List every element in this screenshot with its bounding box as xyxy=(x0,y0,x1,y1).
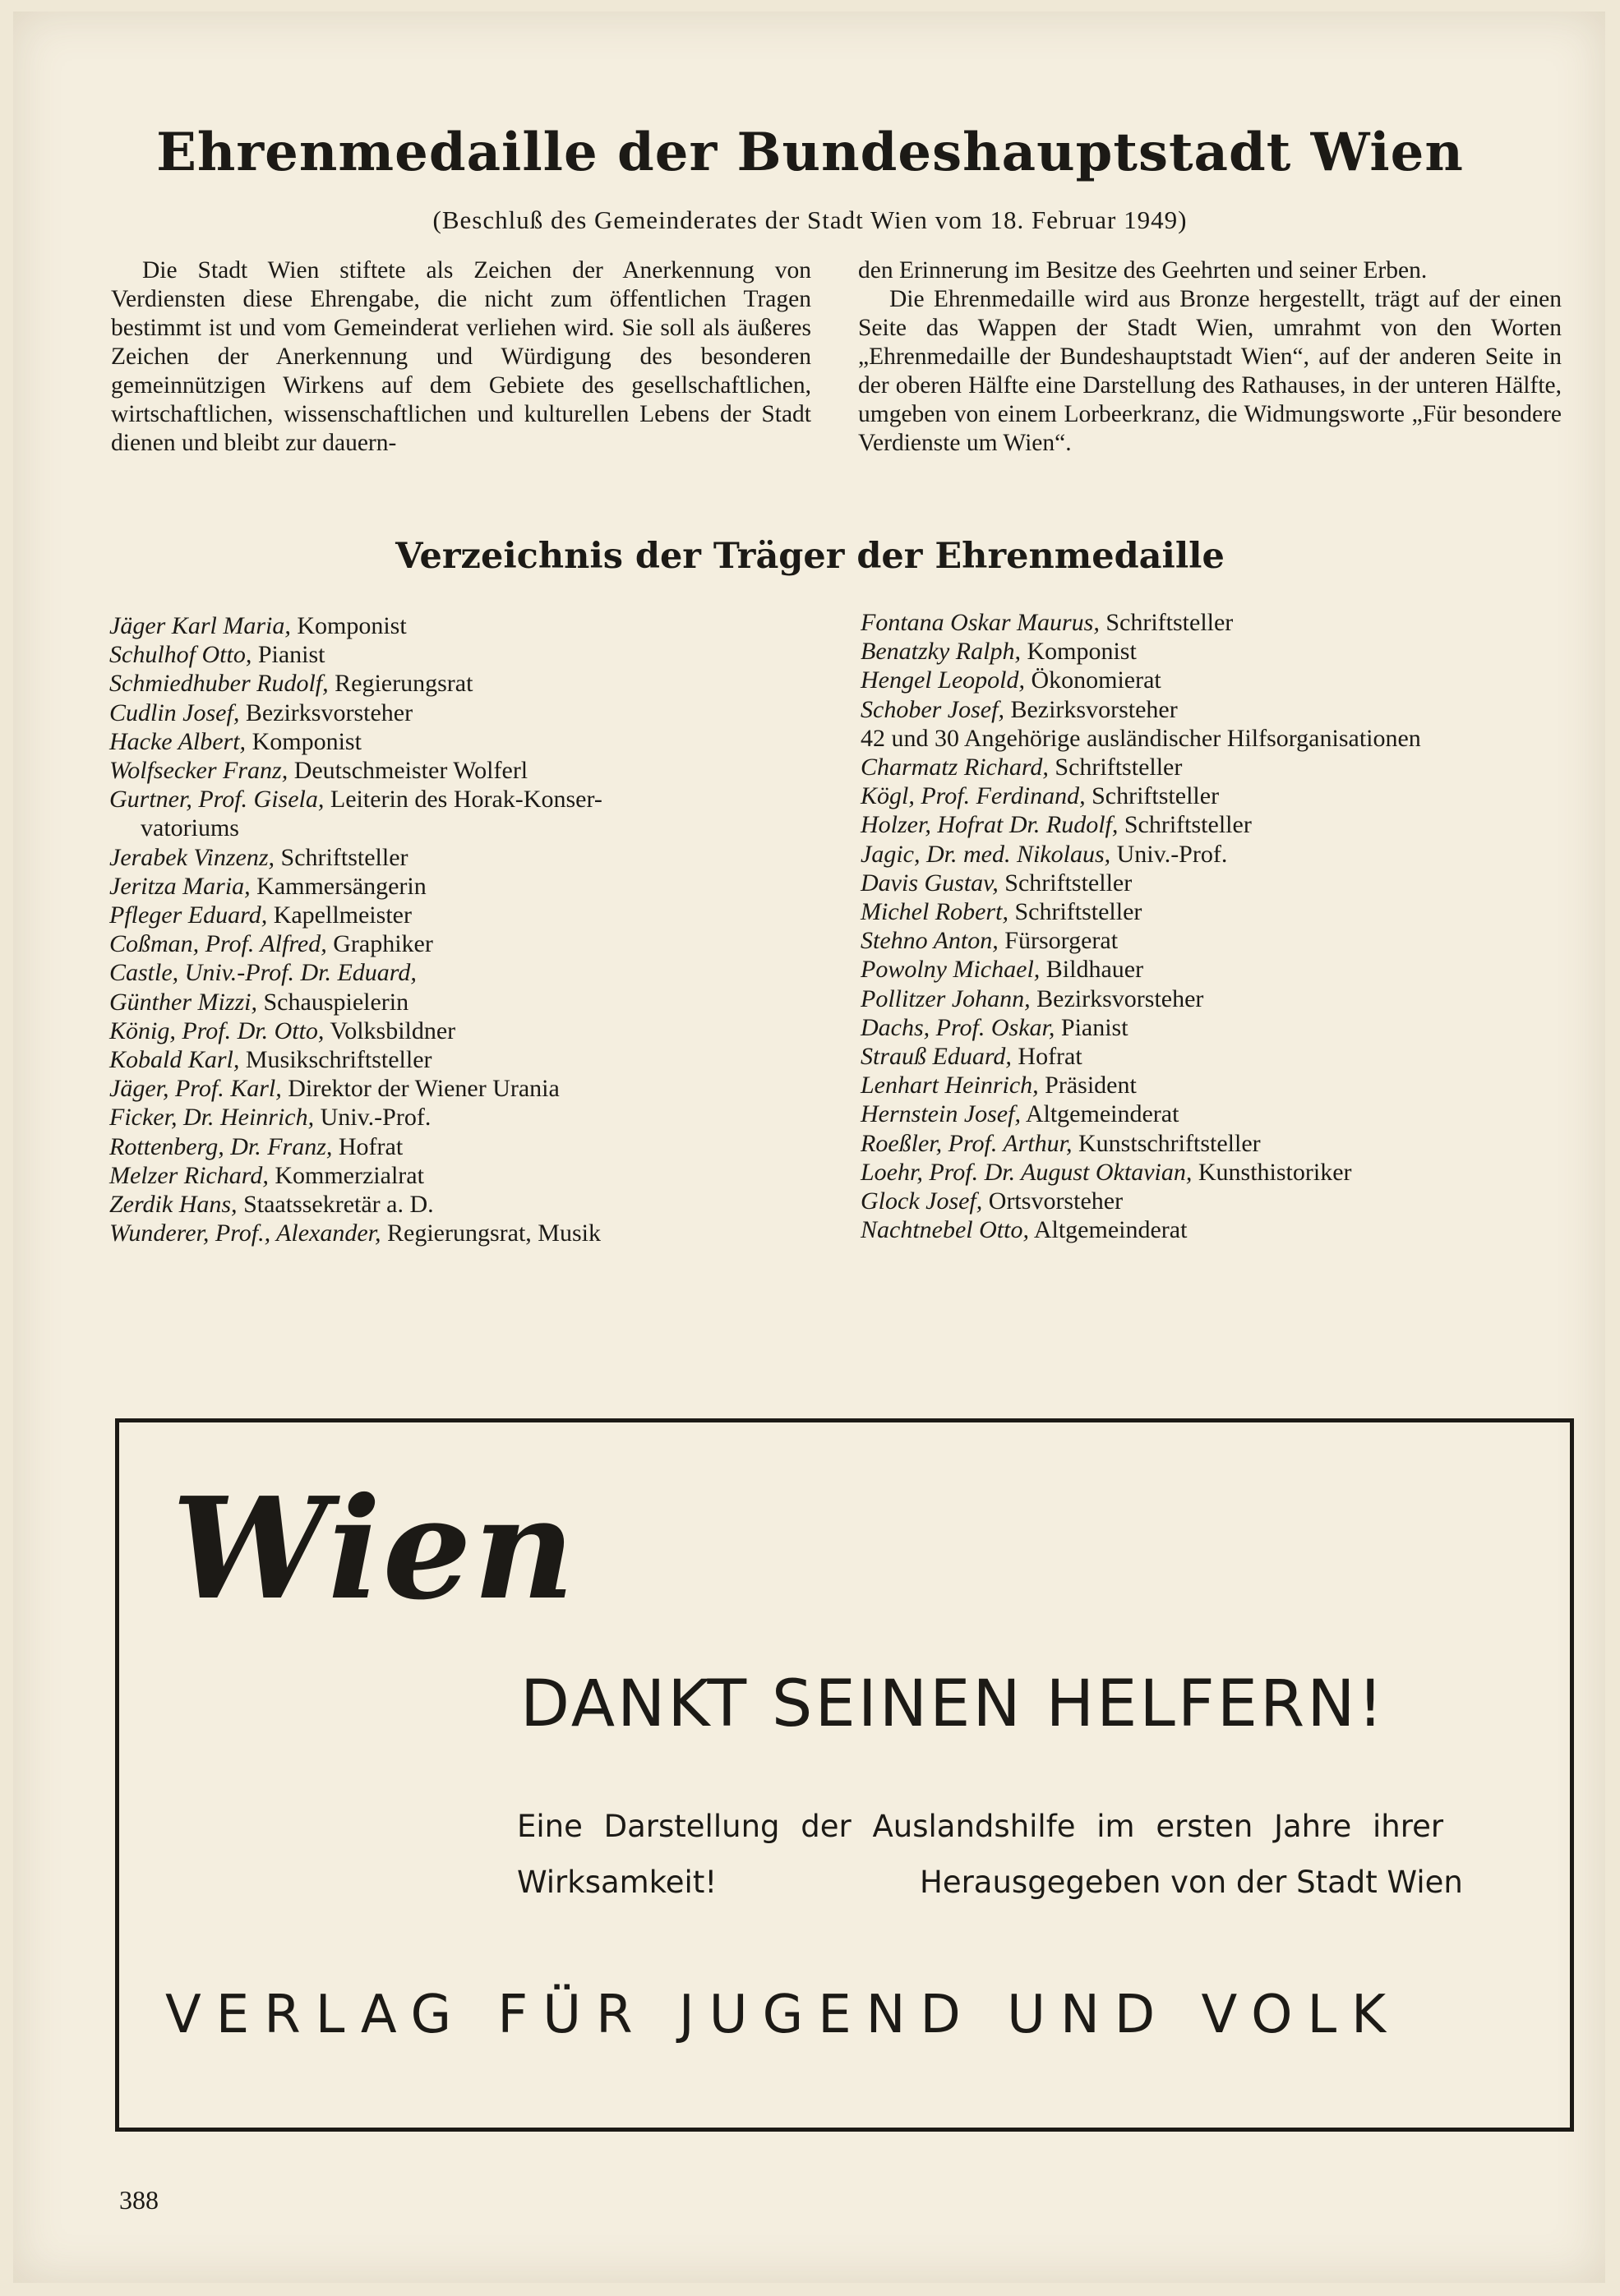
recipient-role: Schriftsteller xyxy=(1004,869,1133,897)
recipient-entry xyxy=(861,1100,1584,1128)
recipient-entry xyxy=(109,640,792,669)
recipient-name: Jagic, Dr. med. Nikolaus, xyxy=(861,840,1111,868)
recipient-name: Zerdik Hans, xyxy=(109,1191,238,1219)
recipient-entry xyxy=(109,843,792,872)
recipient-role: Ökonomierat xyxy=(1031,666,1161,694)
recipient-role: Kommerzialrat xyxy=(275,1161,424,1189)
recipient-role: Kapellmeister xyxy=(273,901,412,929)
recipient-entry xyxy=(109,1074,792,1103)
recipient-entry xyxy=(861,753,1584,781)
recipient-entry xyxy=(109,1017,792,1045)
recipient-entry xyxy=(109,698,792,727)
recipient-entry xyxy=(861,724,1584,753)
recipient-name: Schober Josef, xyxy=(861,695,1004,723)
recipient-entry xyxy=(109,929,792,958)
recipient-role: Bezirksvorsteher xyxy=(1036,984,1204,1012)
recipient-entry xyxy=(109,988,792,1017)
recipient-name: Benatzky Ralph, xyxy=(861,638,1021,666)
recipient-entry xyxy=(109,611,792,640)
recipient-entry xyxy=(861,1042,1584,1071)
recipient-role: Präsident xyxy=(1045,1072,1137,1100)
recipient-name: Coßman, Prof. Alfred, xyxy=(109,930,327,958)
recipient-role: Direktor der Wiener Urania xyxy=(288,1075,560,1103)
recipient-name: Fontana Oskar Maurus, xyxy=(861,609,1100,636)
recipient-name: Schmiedhuber Rudolf, xyxy=(109,670,329,698)
recipient-name: Schulhof Otto, xyxy=(109,641,252,669)
recipient-name: Roeßler, Prof. Arthur, xyxy=(861,1129,1073,1157)
recipient-role: Schriftsteller xyxy=(1055,754,1183,781)
recipient-role: Univ.-Prof. xyxy=(1116,840,1228,868)
recipient-role: Musikschriftsteller xyxy=(245,1046,432,1074)
recipient-role: Bezirksvorsteher xyxy=(245,698,413,726)
page-title: Ehrenmedaille der Bundeshauptstadt Wien xyxy=(156,122,1464,183)
recipient-name: Glock Josef, xyxy=(861,1187,983,1215)
recipient-entry xyxy=(861,897,1584,926)
recipient-name: Strauß Eduard, xyxy=(861,1043,1012,1071)
recipient-role: Schriftsteller xyxy=(280,843,408,871)
recipient-entry xyxy=(861,695,1584,724)
recipients-right-list xyxy=(861,608,1584,1244)
recipient-entry xyxy=(861,608,1584,637)
recipient-entry xyxy=(109,669,792,698)
recipients-left-list xyxy=(109,611,792,1247)
recipient-name: Pfleger Eduard, xyxy=(109,901,268,929)
recipient-entry xyxy=(861,1129,1584,1158)
recipient-entry xyxy=(109,1161,792,1190)
recipient-name: Jerabek Vinzenz, xyxy=(109,843,275,871)
recipient-entry xyxy=(109,756,792,785)
recipient-entry xyxy=(861,984,1584,1013)
ad-description-line-2: Wirksamkeit! xyxy=(517,1865,718,1900)
recipient-name: Loehr, Prof. Dr. August Oktavian, xyxy=(861,1158,1193,1186)
recipient-role: Bezirksvorsteher xyxy=(1010,695,1178,723)
recipient-entry xyxy=(109,1132,792,1161)
intro-paragraph-1: Die Stadt Wien stiftete als Zeichen der Anerkennung von Verdiensten diese Ehrengabe, die nicht zum öffentlichen Tragen bestimmt ist und vom Gemeinderat verliehen wird. Sie soll als äußeres Zeichen der Anerkennung und Würdigung des besonderen gemeinnützigen Wirkens auf dem Gebiete des gesellschaftlichen, wirtschaftlichen, wissenschaftlichen und kulturellen Lebens der Stadt dienen und bleibt zur dauern- xyxy=(111,257,811,456)
recipient-name: Dachs, Prof. Oskar, xyxy=(861,1013,1055,1041)
recipient-role: Kunsthistoriker xyxy=(1198,1158,1352,1186)
recipient-entry xyxy=(861,1071,1584,1100)
recipient-name: Rottenberg, Dr. Franz, xyxy=(109,1132,333,1160)
recipient-role: Deutschmeister Wolferl xyxy=(293,757,528,785)
recipient-name: Powolny Michael, xyxy=(861,956,1041,984)
recipient-entry xyxy=(861,1013,1584,1042)
recipient-role: Univ.-Prof. xyxy=(320,1104,432,1132)
recipient-entry xyxy=(861,1215,1584,1244)
wien-logo: Wien xyxy=(172,1467,577,1631)
recipient-role: Leiterin des Horak-Konser- xyxy=(330,786,602,814)
subtitle: (Beschluß des Gemeinderates der Stadt Wien vom 18. Februar 1949) xyxy=(432,205,1188,234)
recipient-name: Jäger, Prof. Karl, xyxy=(109,1075,282,1103)
recipient-name: Wunderer, Prof., Alexander, xyxy=(109,1219,381,1247)
recipient-name: Günther Mizzi, xyxy=(109,988,257,1016)
recipient-role: Bildhauer xyxy=(1045,956,1144,984)
recipient-name: Pollitzer Johann, xyxy=(861,984,1031,1012)
recipient-role: Pianist xyxy=(1060,1013,1128,1041)
page-number: 388 xyxy=(119,2185,159,2215)
recipient-name: Cudlin Josef, xyxy=(109,698,240,726)
recipient-entry xyxy=(109,901,792,929)
recipient-role: Hofrat xyxy=(1018,1043,1082,1071)
recipient-role: Schriftsteller xyxy=(1105,609,1234,636)
recipient-role: Ortsvorsteher xyxy=(988,1187,1124,1215)
recipient-name: König, Prof. Dr. Otto, xyxy=(109,1017,325,1044)
recipient-entry xyxy=(861,1158,1584,1187)
recipient-entry xyxy=(861,666,1584,694)
recipient-role: Schauspielerin xyxy=(263,988,409,1016)
recipient-name: Hernstein Josef, xyxy=(861,1100,1021,1128)
recipient-entry xyxy=(109,1045,792,1074)
recipient-entry xyxy=(861,869,1584,897)
recipient-entry xyxy=(861,637,1584,666)
recipient-role: Fürsorgerat xyxy=(1004,927,1119,955)
recipient-name: Holzer, Hofrat Dr. Rudolf, xyxy=(861,811,1119,839)
recipient-name: Wolfsecker Franz, xyxy=(109,757,288,785)
recipient-entry xyxy=(109,1219,792,1247)
recipient-name: Lenhart Heinrich, xyxy=(861,1072,1039,1100)
recipient-role: vatoriums xyxy=(141,814,239,842)
recipient-role: Altgemeinderat xyxy=(1025,1100,1179,1128)
recipient-entry xyxy=(109,872,792,901)
recipient-role: Staatssekretär a. D. xyxy=(243,1191,434,1219)
recipient-entry xyxy=(109,814,792,842)
recipient-name: Hengel Leopold, xyxy=(861,666,1025,694)
recipient-role: Pianist xyxy=(257,641,325,669)
intro-left-column xyxy=(111,256,811,458)
recipient-entry xyxy=(109,727,792,756)
recipient-role: Schriftsteller xyxy=(1014,898,1142,926)
recipient-entry xyxy=(861,1187,1584,1215)
recipient-role: Komponist xyxy=(297,612,407,639)
ad-publisher-name: VERLAG FÜR JUGEND UND VOLK xyxy=(165,1985,1401,2045)
recipient-role: Graphiker xyxy=(333,930,433,958)
intro-right-column xyxy=(858,256,1562,458)
ad-publisher-note: Herausgegeben von der Stadt Wien xyxy=(920,1865,1463,1900)
recipient-entry xyxy=(861,840,1584,869)
recipient-role: Volksbildner xyxy=(330,1017,456,1044)
recipient-role: Schriftsteller xyxy=(1124,811,1252,839)
recipient-name: Nachtnebel Otto, xyxy=(861,1216,1029,1244)
recipient-entry xyxy=(109,958,792,987)
recipient-name: Stehno Anton, xyxy=(861,927,999,955)
advertisement-box xyxy=(115,1418,1574,2132)
recipient-entry xyxy=(861,810,1584,839)
recipient-name: Hacke Albert, xyxy=(109,727,247,755)
ad-description-line-1: Eine Darstellung der Auslandshilfe im ersten Jahre ihrer xyxy=(517,1809,1444,1844)
recipient-role: 42 und 30 Angehörige ausländischer Hilfsorganisationen xyxy=(861,724,1421,752)
recipient-entry xyxy=(861,926,1584,955)
recipient-role: Regierungsrat xyxy=(335,670,473,698)
recipient-entry xyxy=(109,1190,792,1219)
recipient-name: Kobald Karl, xyxy=(109,1046,240,1074)
recipient-name: Michel Robert, xyxy=(861,898,1008,926)
recipient-name: Gurtner, Prof. Gisela, xyxy=(109,786,325,814)
recipient-name: Charmatz Richard, xyxy=(861,754,1049,781)
recipient-role: Altgemeinderat xyxy=(1033,1216,1188,1244)
recipient-role: Komponist xyxy=(1027,638,1137,666)
recipient-entry xyxy=(109,1103,792,1132)
recipient-role: Kammersängerin xyxy=(256,872,427,900)
recipient-role: Schriftsteller xyxy=(1092,782,1220,810)
intro-paragraph-3: Die Ehrenmedaille wird aus Bronze hergestellt, trägt auf der einen Seite das Wappen der Stadt Wien, umrahmt von den Worten „Ehrenmedaille der Bundeshauptstadt Wien“, auf der anderen Seite in der oberen Hälfte eine Darstellung des Rathauses, in der unteren Hälfte, umgeben von einem Lorbeerkranz, die Widmungsworte „Für besondere Verdienste um Wien“. xyxy=(858,286,1562,456)
recipient-name: Melzer Richard, xyxy=(109,1161,269,1189)
intro-paragraph-2: den Erinnerung im Besitze des Geehrten und seiner Erben. xyxy=(858,257,1428,284)
recipient-name: Kögl, Prof. Ferdinand, xyxy=(861,782,1086,810)
recipient-name: Castle, Univ.-Prof. Dr. Eduard, xyxy=(109,959,417,987)
recipient-role: Kunstschriftsteller xyxy=(1078,1129,1261,1157)
recipient-role: Hofrat xyxy=(338,1132,404,1160)
recipient-name: Jeritza Maria, xyxy=(109,872,251,900)
list-heading: Verzeichnis der Träger der Ehrenmedaille xyxy=(395,536,1225,577)
recipient-name: Davis Gustav, xyxy=(861,869,999,897)
recipient-entry xyxy=(861,781,1584,810)
ad-headline: DANKT SEINEN HELFERN! xyxy=(520,1667,1386,1741)
recipient-role: Komponist xyxy=(252,727,362,755)
recipient-name: Jäger Karl Maria, xyxy=(109,612,291,639)
recipient-name: Ficker, Dr. Heinrich, xyxy=(109,1104,315,1132)
recipient-role: Regierungsrat, Musik xyxy=(387,1219,601,1247)
recipient-entry xyxy=(109,785,792,814)
recipient-entry xyxy=(861,955,1584,984)
